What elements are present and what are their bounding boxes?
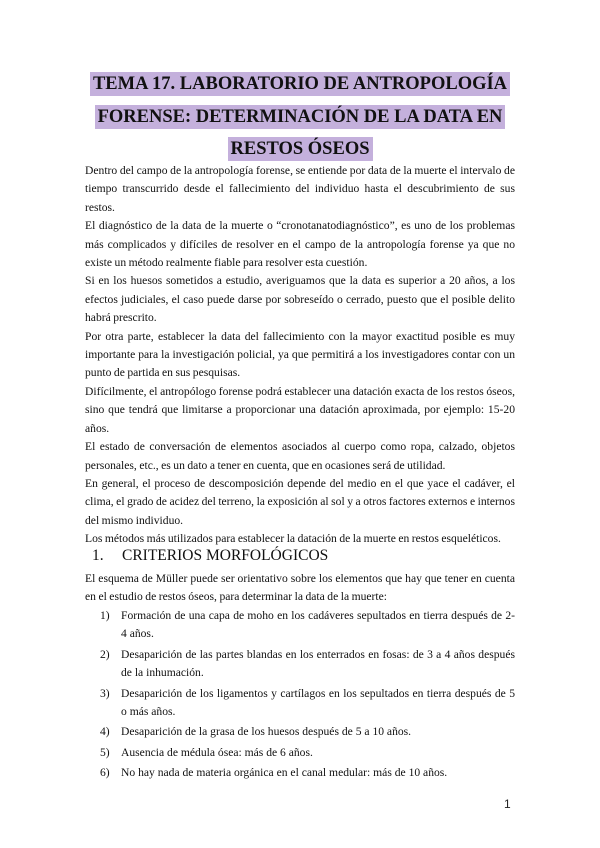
list-item-text: Ausencia de médula ósea: más de 6 años. (121, 745, 313, 759)
criteria-list (100, 607, 515, 783)
paragraph: El estado de conversación de elementos asociados al cuerpo como ropa, calzado, objetos personales, etc., es un dato a tener en cuenta, que en ocasiones será de utilidad. (85, 440, 515, 472)
list-item-text: Desaparición de las partes blandas en los enterrados en fosas: de 3 a 4 años después de la inhumación. (121, 647, 515, 680)
page-title (70, 68, 530, 166)
list-item-number: 2) (100, 647, 110, 661)
list-item (100, 646, 515, 683)
paragraph: El diagnóstico de la data de la muerte o “cronotanatodiagnóstico”, es uno de los problemas más complicados y difíciles de resolver en el campo de la antropología forense ya que no existe un método realmente fiable para resolver esta cuestión. (85, 219, 515, 270)
list-item-text: Formación de una capa de moho en los cadáveres sepultados en tierra después de 2-4 años. (121, 609, 515, 641)
section-heading (92, 546, 328, 566)
paragraph: Difícilmente, el antropólogo forense podrá establecer una datación exacta de los restos óseos, sino que tendrá que limitarse a proporcionar una datación aproximada, por ejemplo: 15-20 años. (85, 384, 515, 435)
paragraph: En general, el proceso de descomposición depende del medio en el que yace el cadáver, el clima, el grado de acidez del terreno, la exposición al sol y a otros factores externos e internos del mismo individuo. (85, 476, 515, 527)
page-number: 1 (504, 797, 511, 811)
list-item-text: Desaparición de los ligamentos y cartílagos en los sepultados en tierra después de 5 o más años. (121, 686, 515, 719)
list-item-text: No hay nada de materia orgánica en el canal medular: más de 10 años. (121, 766, 448, 780)
list-item-number: 1) (100, 609, 110, 622)
paragraph: Si en los huesos sometidos a estudio, averiguamos que la data es superior a 20 años, a los efectos judiciales, el caso puede darse por sobreseído o cerrado, puesto que el posible delito habrá prescrito. (85, 274, 515, 325)
list-item-number: 3) (100, 686, 110, 700)
list-item (100, 723, 515, 741)
paragraph: Dentro del campo de la antropología forense, se entiende por data de la muerte el intervalo de tiempo transcurrido desde el fallecimiento del individuo hasta el descubrimiento de sus restos. (85, 164, 515, 214)
paragraph: El esquema de Müller puede ser orientativo sobre los elementos que hay que tener en cuenta en el estudio de restos óseos, para determinar la data de la muerte: (85, 572, 515, 604)
paragraph: Los métodos más utilizados para establecer la datación de la muerte en restos esqueléticos. (85, 532, 501, 546)
list-item (100, 744, 515, 762)
section-title: CRITERIOS MORFOLÓGICOS (122, 547, 329, 564)
intro-body (85, 162, 515, 549)
title-text: TEMA 17. LABORATORIO DE ANTROPOLOGÍA FORENSE: DETERMINACIÓN DE LA DATA EN RESTOS ÓSEOS (90, 72, 510, 161)
list-item (100, 685, 515, 722)
section-number: 1. (92, 547, 104, 564)
section-intro (85, 570, 515, 607)
list-item (100, 607, 515, 644)
list-item-number: 4) (100, 725, 110, 739)
list-item-number: 5) (100, 745, 110, 759)
list-item-text: Desaparición de la grasa de los huesos después de 5 a 10 años. (121, 725, 412, 739)
list-item (100, 764, 515, 782)
list-item-number: 6) (100, 766, 110, 780)
paragraph: Por otra parte, establecer la data del fallecimiento con la mayor exactitud posible es muy importante para la investigación policial, ya que permitirá a los investigadores contar con un punto de partida en sus pesquisas. (85, 329, 515, 380)
